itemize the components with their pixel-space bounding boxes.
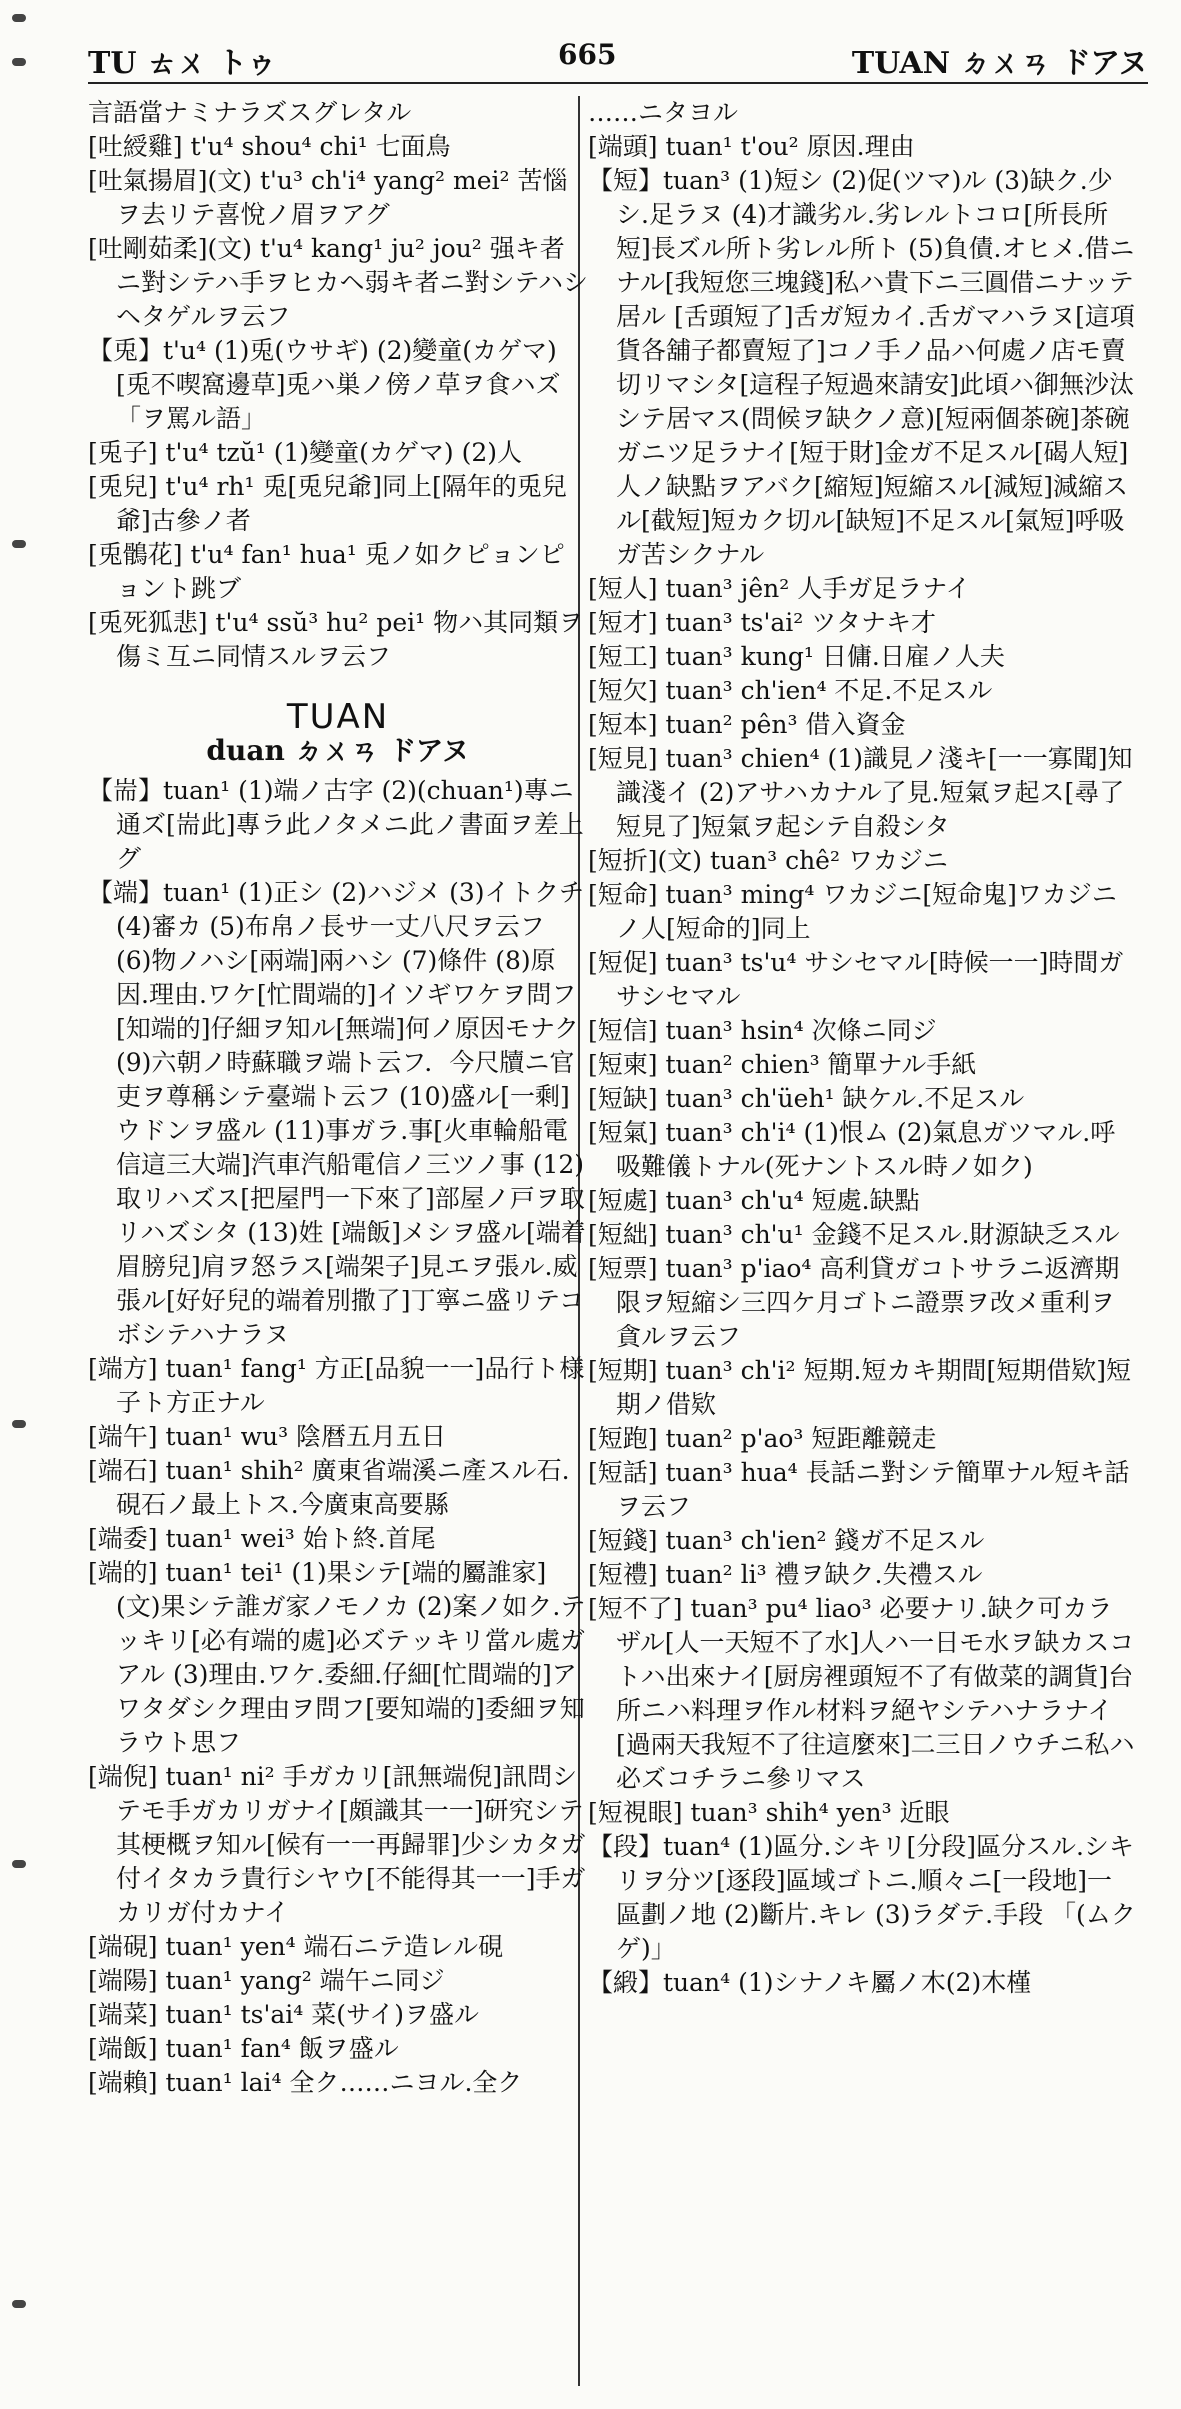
dictionary-entry: [短話] tuan³ hua⁴ 長話ニ對シテ簡單ナル短キ話ヲ云フ — [588, 1458, 1130, 1521]
dictionary-entry: [端午] tuan¹ wu³ 陰暦五月五日 — [88, 1422, 447, 1451]
dictionary-entry: 言語當ナミナラズスグレタル — [88, 98, 412, 127]
dictionary-entry: [兎鶻花] t'u⁴ fan¹ hua¹ 兎ノ如クピョンピョント跳ブ — [88, 540, 565, 603]
header-left-reading: TU ㄊㄨ トゥ — [88, 46, 277, 81]
dictionary-entry: 【耑】tuan¹ (1)端ノ古字 (2)(chuan¹)專ニ通ズ[耑此]專ラ此ノタメニ此ノ書面ヲ差上グ — [88, 776, 584, 873]
dictionary-entry: [短缺] tuan³ ch'üeh¹ 缺ケル.不足スル — [588, 1084, 1025, 1113]
dictionary-entry: [吐剛茹柔](文) t'u⁴ kang¹ ju² jou² 强キ者ニ對シテハ手ヲヒカヘ弱キ者ニ對シテハシヘタゲルヲ云フ — [88, 234, 588, 331]
dictionary-entry: 【端】tuan¹ (1)正シ (2)ハジメ (3)イトクチ (4)審カ (5)布帛ノ長サ一丈八尺ヲ云フ (6)物ノハシ[兩端]兩ハシ (7)條件 (8)原因.理由.ワケ[忙間端的]イソギワケヲ問フ[知端的]仔細ヲ知ル[無端]何ノ原因モナク (9)六朝ノ時蘇職ヲ端ト云フ．今尺牘ニ官吏ヲ尊稱シテ臺端ト云フ (10)盛ル[一剩]ウドンヲ盛ル (11)事ガラ.事[火車輪船電信這三大端]汽車汽船電信ノ三ツノ事 (12)取リハズス[把屋門一下來了]部屋ノ戸ヲ取リハズシタ (13)姓 [端飯]メシヲ盛ル[端着眉膀兒]肩ヲ怒ラス[端架子]見エヲ張ル.威張ル[好好兒的端着別撒了]丁寧ニ盛リテコボシテハナラヌ — [88, 878, 586, 1349]
dictionary-entry: [端委] tuan¹ wei³ 始ト終.首尾 — [88, 1524, 436, 1553]
dictionary-entry: [兎子] t'u⁴ tzŭ¹ (1)變童(カゲマ) (2)人 — [88, 438, 523, 467]
dictionary-entry: [短欠] tuan³ ch'ien⁴ 不足.不足スル — [588, 676, 993, 705]
dictionary-entry: [短工] tuan³ kung¹ 日傭.日雇ノ人夫 — [588, 642, 1005, 671]
dictionary-entry: [端頭] tuan¹ t'ou² 原因.理由 — [588, 132, 915, 161]
dictionary-entry: 【緞】tuan⁴ (1)シナノキ屬ノ木(2)木槿 — [588, 1968, 1032, 1997]
dictionary-entry: [兎兒] t'u⁴ rh¹ 兎[兎兒爺]同上[隔年的兎兒爺]古參ノ者 — [88, 472, 567, 535]
dictionary-entry: 【段】tuan⁴ (1)區分.シキリ[分段]區分スル.シキリヲ分ツ[逐段]區域ゴトニ.順々ニ[一段地]一區劃ノ地 (2)斷片.キレ (3)ラダテ.手段 「(ムクゲ)」 — [588, 1832, 1136, 1963]
margin-mark — [12, 540, 26, 548]
dictionary-entry: [短視眼] tuan³ shih⁴ yen³ 近眼 — [588, 1798, 950, 1827]
dictionary-entry: [短才] tuan³ ts'ai² ツタナキ才 — [588, 608, 936, 637]
dictionary-entry: [端菜] tuan¹ ts'ai⁴ 菜(サイ)ヲ盛ル — [88, 2000, 479, 2029]
dictionary-entry: [短禮] tuan² li³ 禮ヲ缺ク.失禮スル — [588, 1560, 983, 1589]
dictionary-entry: [短絀] tuan³ ch'u¹ 金錢不足スル.財源缺乏スル — [588, 1220, 1120, 1249]
dictionary-entry: [端倪] tuan¹ ni² 手ガカリ[訊無端倪]訊問シテモ手ガカリガナイ[頗識其一一]研究シテ其梗概ヲ知ル[候有一一再歸罪]少シカタガ付イタカラ貴行シヤウ[不能得其一一]手ガカリガ付カナイ — [88, 1762, 586, 1927]
dictionary-entry: 【兎】t'u⁴ (1)兎(ウサギ) (2)變童(カゲマ) [兎不喫窩邊草]兎ハ巣ノ傍ノ草ヲ食ハズ 「ヲ罵ル語」 — [88, 336, 561, 433]
dictionary-entry: [吐綬雞] t'u⁴ shou⁴ chi¹ 七面鳥 — [88, 132, 451, 161]
margin-mark — [12, 2300, 26, 2308]
dictionary-entry: [短本] tuan² pên³ 借入資金 — [588, 710, 906, 739]
header-right-reading: TUAN ㄉㄨㄢ ドアヌ — [851, 46, 1148, 81]
dictionary-entry: [吐氣揚眉](文) t'u³ ch'i⁴ yang² mei² 苦惱ヲ去リテ喜悅ノ眉ヲアグ — [88, 166, 568, 229]
dictionary-entry: 【短】tuan³ (1)短シ (2)促(ツマ)ル (3)缺ク.少シ.足ラヌ (4)才識劣ル.劣レルトコロ[所長所短]長ズル所ト劣レル所ト (5)負債.オヒメ.借ニナル[我短您三塊錢]私ハ貴下ニ三圓借ニナッテ居ル [舌頭短了]舌ガ短カイ.舌ガマハラヌ[這項貨各舖子都賣短了]コノ手ノ品ハ何處ノ店モ賣切リマシタ[這程子短過來請安]此頃ハ御無沙汰シテ居マス(問候ヲ缺クノ意)[短兩個茶碗]茶碗ガニツ足ラナイ[短于財]金ガ不足スル[碣人短]人ノ缺點ヲアバク[縮短]短縮スル[減短]減縮スル[截短]短カク切ル[缺短]不足スル[氣短]呼吸ガ苦シクナル — [588, 166, 1135, 569]
margin-mark — [12, 58, 26, 66]
dictionary-entry: [短不了] tuan³ pu⁴ liao³ 必要ナリ.缺ク可カラザル[人一天短不了水]人ハ一日モ水ヲ缺カスコトハ出來ナイ[厨房裡頭短不了有做菜的調貨]台所ニハ料理ヲ作ル材料ヲ絕ヤシテハナラナイ[過兩天我短不了往這麼來]二三日ノウチニ私ハ必ズコチラニ參リマス — [588, 1594, 1135, 1793]
dictionary-entry: [短跑] tuan² p'ao³ 短距離競走 — [588, 1424, 937, 1453]
dictionary-entry: ……ニタヨル — [588, 98, 739, 127]
page-header — [88, 32, 1148, 84]
dictionary-entry: [短期] tuan³ ch'i² 短期.短カキ期間[短期借欵]短期ノ借欵 — [588, 1356, 1131, 1419]
margin-mark — [12, 1420, 26, 1428]
page-number: 665 — [558, 38, 617, 71]
dictionary-entry: [短柬] tuan² chien³ 簡單ナル手紙 — [588, 1050, 977, 1079]
section-title: TUAN — [286, 697, 390, 737]
dictionary-entry: [端的] tuan¹ tei¹ (1)果シテ[端的屬誰家](文)果シテ誰ガ家ノモノカ (2)案ノ如ク.テッキリ[必有端的處]必ズテッキリ當ル處ガアル (3)理由.ワケ.委細.仔細[忙間端的]アワタダシク理由ヲ問フ[要知端的]委細ヲ知ラウト思フ — [88, 1558, 586, 1757]
dictionary-entry: [兎死狐悲] t'u⁴ ssŭ³ hu² pei¹ 物ハ其同類ヲ傷ミ互ニ同情スルヲ云フ — [88, 608, 584, 671]
dictionary-entry: [端賴] tuan¹ lai⁴ 全ク……ニヨル.全ク — [88, 2068, 523, 2097]
dictionary-entry: [端硯] tuan¹ yen⁴ 端石ニテ造レル硯 — [88, 1932, 503, 1961]
dictionary-entry: [短命] tuan³ ming⁴ ワカジニ[短命鬼]ワカジニノ人[短命的]同上 — [588, 880, 1117, 943]
dictionary-entry: [短票] tuan³ p'iao⁴ 高利貸ガコトサラニ返濟期限ヲ短縮シ三四ケ月ゴトニ證票ヲ改メ重利ヲ貪ルヲ云フ — [588, 1254, 1120, 1351]
margin-mark — [12, 1860, 26, 1868]
dictionary-entry: [短見] tuan³ chien⁴ (1)識見ノ淺キ[一一寡聞]知識淺イ (2)アサハカナル了見.短氣ヲ起ス[尋了短見了]短氣ヲ起シテ自殺シタ — [588, 744, 1133, 841]
dictionary-entry: [端方] tuan¹ fang¹ 方正[品貌一一]品行ト様子ト方正ナル — [88, 1354, 585, 1417]
dictionary-entry: [端陽] tuan¹ yang² 端午ニ同ジ — [88, 1966, 445, 1995]
left-column — [88, 96, 588, 2386]
dictionary-entry: [短氣] tuan³ ch'i⁴ (1)恨ム (2)氣息ガツマル.呼吸難儀トナル(死ナントスル時ノ如ク) — [588, 1118, 1116, 1181]
dictionary-entry: [短錢] tuan³ ch'ien² 錢ガ不足スル — [588, 1526, 985, 1555]
dictionary-entry: [短促] tuan³ ts'u⁴ サシセマル[時候一一]時間ガサシセマル — [588, 948, 1124, 1011]
dictionary-entry: [端石] tuan¹ shih² 廣東省端溪ニ產スル石.硯石ノ最上トス.今廣東高要縣 — [88, 1456, 570, 1519]
section-subtitle: duan ㄉㄨㄢ ドアヌ — [206, 734, 470, 767]
right-column — [588, 96, 1136, 2386]
dictionary-entry: [短處] tuan³ ch'u⁴ 短處.缺點 — [588, 1186, 920, 1215]
dictionary-entry: [短折](文) tuan³ chê² ワカジニ — [588, 846, 948, 875]
dictionary-entry: [端飯] tuan¹ fan⁴ 飯ヲ盛ル — [88, 2034, 399, 2063]
dictionary-entry: [短人] tuan³ jên² 人手ガ足ラナイ — [588, 574, 971, 603]
dictionary-entry: [短信] tuan³ hsin⁴ 次條ニ同ジ — [588, 1016, 937, 1045]
section-heading — [88, 697, 588, 768]
margin-mark — [12, 14, 26, 22]
